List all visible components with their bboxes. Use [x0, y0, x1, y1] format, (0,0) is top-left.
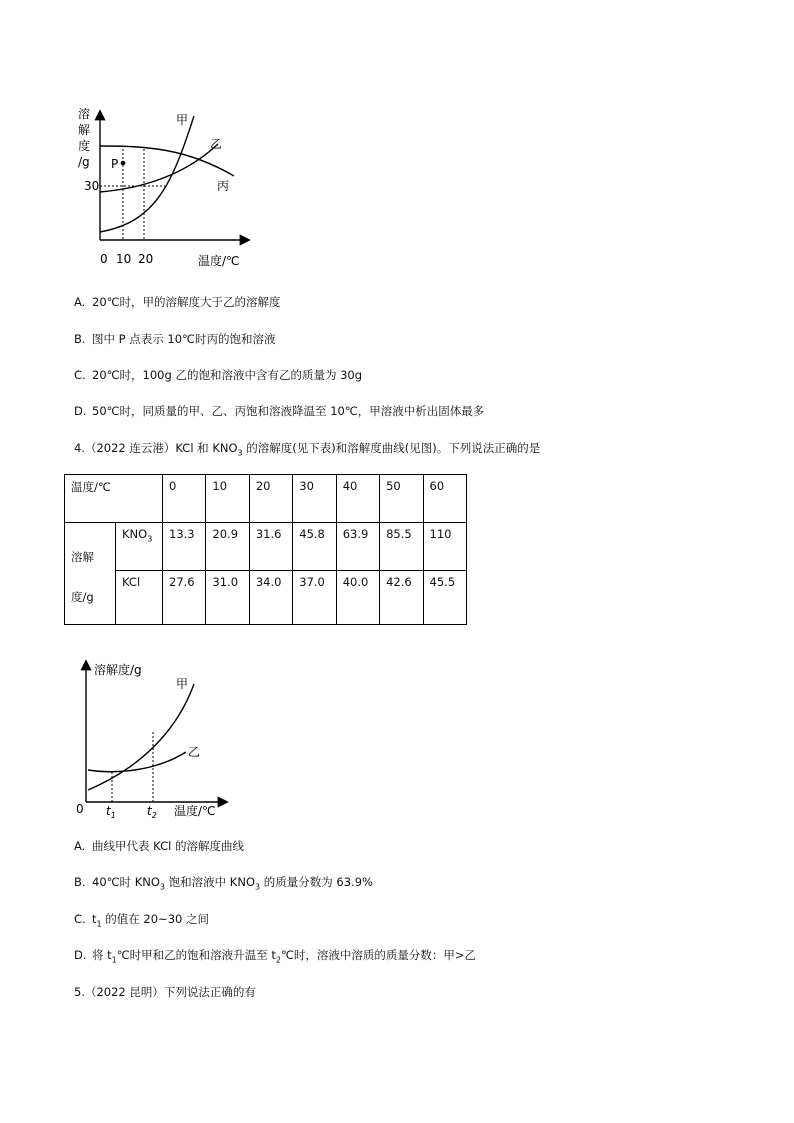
table-cell: 63.9 — [336, 523, 379, 571]
x-axis-label: 温度/℃ — [174, 804, 216, 818]
temp-30: 30 — [293, 475, 336, 523]
table-cell: 20.9 — [206, 523, 249, 571]
curve-jia — [100, 116, 194, 232]
temp-0: 0 — [163, 475, 206, 523]
table-header-row — [65, 475, 467, 523]
solubility-chart-2 — [74, 656, 234, 821]
table-cell: 27.6 — [163, 571, 206, 625]
table-cell: 37.0 — [293, 571, 336, 625]
temp-20: 20 — [249, 475, 292, 523]
x-tick-0: 0 — [100, 252, 108, 266]
option-letter: D. — [74, 404, 87, 418]
q3-option-b — [74, 331, 275, 347]
y-axis-label-3: 度 — [78, 139, 91, 153]
table-cell: 42.6 — [380, 571, 423, 625]
table-cell: 85.5 — [380, 523, 423, 571]
option-text: 50℃时，同质量的甲、乙、丙饱和溶液降温至 10℃，甲溶液中析出固体最多 — [92, 404, 485, 418]
q4-option-d: D. 将 $t_1℃$时甲和乙的饱和溶液升温至 $t_2℃$时，溶液中溶质的质量分数：甲>乙 — [74, 948, 476, 965]
table-cell: 31.0 — [206, 571, 249, 625]
table-row-kcl — [65, 571, 467, 625]
option-letter: A. — [74, 295, 86, 309]
temp-40: 40 — [336, 475, 379, 523]
q5-stem: 5.（2022 昆明）下列说法正确的有 — [74, 985, 256, 999]
option-text: 20℃时，100g 乙的饱和溶液中含有乙的质量为 30g — [92, 368, 363, 382]
y-axis-label-2: 解 — [78, 123, 91, 137]
q4-option-b: B. 40℃时 $KNO_3$ 饱和溶液中 $KNO_3$ 的质量分数为 63.9% — [74, 875, 373, 892]
origin-label: 0 — [76, 802, 84, 816]
q4-option-a: A. 曲线甲代表 KCl 的溶解度曲线 — [74, 839, 244, 853]
curve-label-bing: 丙 — [217, 179, 230, 193]
option-text: 图中 P 点表示 10℃时丙的饱和溶液 — [92, 332, 276, 346]
option-text: 20℃时，甲的溶解度大于乙的溶解度 — [92, 295, 281, 309]
temp-header: 温度/℃ — [65, 475, 163, 523]
option-letter: C. — [74, 368, 86, 382]
solubility-table — [64, 474, 467, 625]
y-axis-label: 溶解度/g — [94, 663, 142, 677]
t1-label: $t_1$ — [106, 804, 116, 820]
option-letter: A. — [74, 839, 86, 853]
q4-option-c: C. $t_1$ 的值在 20~30 之间 — [74, 912, 209, 929]
point-p — [121, 161, 126, 166]
table-cell: 34.0 — [249, 571, 292, 625]
table-cell: 40.0 — [336, 571, 379, 625]
curve-label-jia: 甲 — [176, 677, 189, 691]
table-cell: 45.5 — [423, 571, 466, 625]
solubility-chart-1 — [76, 104, 266, 274]
curve-label-yi: 乙 — [188, 745, 201, 759]
q3-option-d — [74, 403, 484, 419]
x-tick-10: 10 — [116, 252, 132, 266]
option-letter: C. — [74, 912, 86, 926]
x-tick-20: 20 — [138, 252, 154, 266]
row-name-kno3: $KNO_3$ — [116, 523, 163, 571]
table-cell: 45.8 — [293, 523, 336, 571]
row-name-kcl: KCl — [116, 571, 163, 625]
option-letter: B. — [74, 875, 86, 889]
temp-10: 10 — [206, 475, 249, 523]
t2-label: $t_2$ — [147, 804, 157, 820]
option-letter: B. — [74, 332, 86, 346]
y-axis-label-1: 溶 — [78, 107, 91, 121]
temp-60: 60 — [423, 475, 466, 523]
point-p-label: P — [111, 157, 119, 171]
q3-option-a — [74, 294, 281, 310]
temp-50: 50 — [380, 475, 423, 523]
curve-label-jia: 甲 — [176, 113, 189, 127]
table-cell: 31.6 — [249, 523, 292, 571]
curve-label-yi: 乙 — [210, 137, 223, 151]
y-axis-label-4: /g — [78, 155, 90, 169]
table-cell: 13.3 — [163, 523, 206, 571]
q4-stem: 4.（2022 连云港）KCl 和 $KNO_3$ 的溶解度(见下表)和溶解度曲线(见图)。下列说法正确的是 — [74, 441, 541, 458]
table-cell: 110 — [423, 523, 466, 571]
x-axis-label: 温度/℃ — [198, 254, 240, 268]
group-label: 溶解 度/g — [65, 523, 116, 625]
table-row-kno3 — [65, 523, 467, 571]
q3-option-c — [74, 367, 362, 383]
y-tick-30: 30 — [84, 179, 100, 193]
curve-jia — [88, 684, 194, 790]
option-letter: D. — [74, 948, 87, 962]
